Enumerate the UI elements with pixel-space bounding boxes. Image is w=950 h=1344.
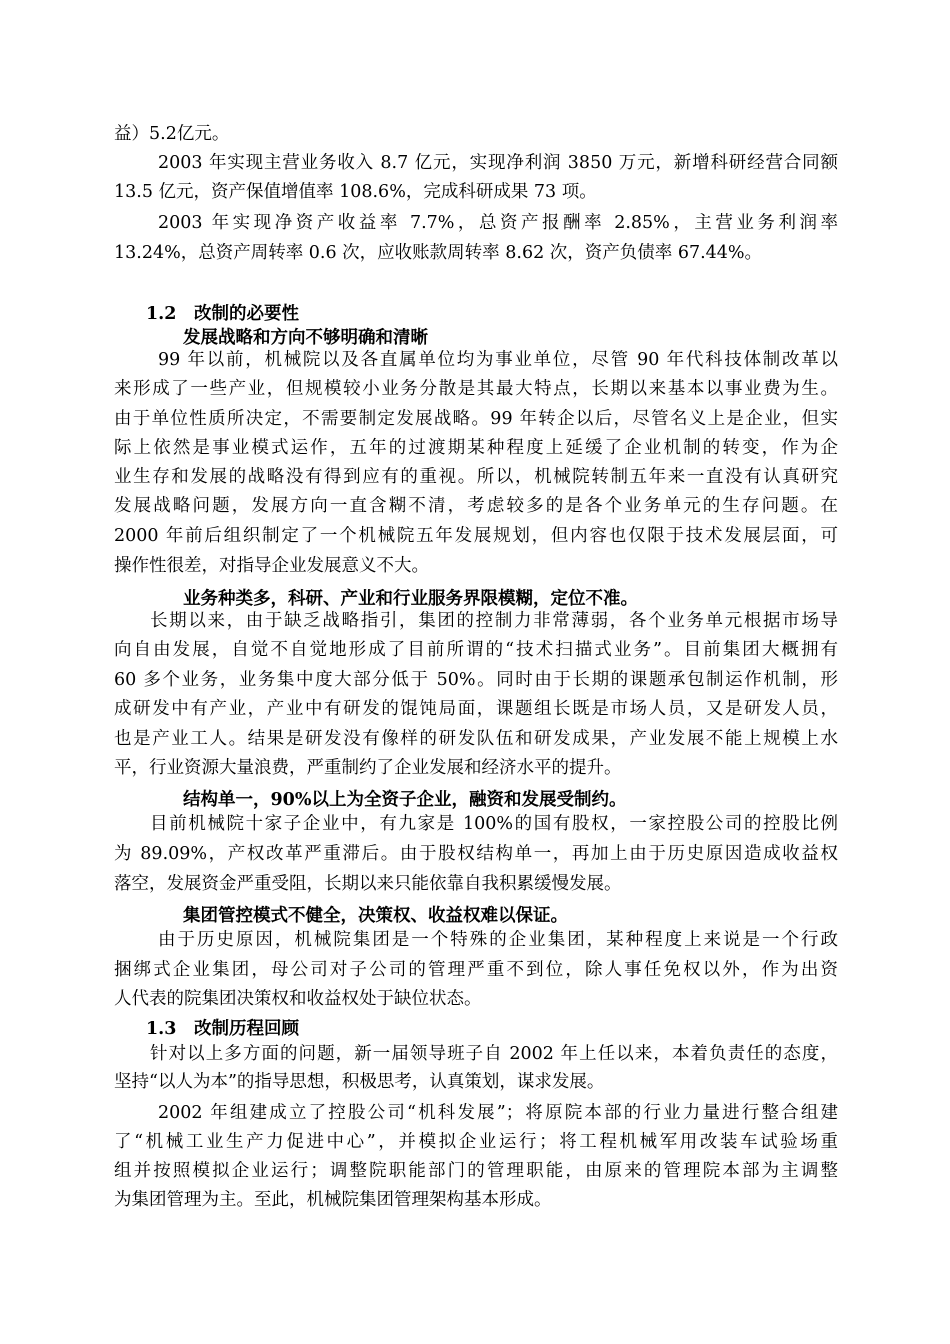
paragraph-line: 99 年以前，机械院以及各直属单位均为事业单位，尽管 90 年代科技体制改革以 [158,350,838,370]
paragraph-line: 2003 年实现净资产收益率 7.7%，总资产报酬率 2.85%，主营业务利润率 [158,213,838,233]
section-heading: 1.3 改制历程回顾 [146,1019,299,1039]
paragraph-line: 为 89.09%，产权改革严重滞后。由于股权结构单一，再加上由于历史原因造成收益权 [114,844,838,864]
paragraph-line: 发展战略问题，发展方向一直含糊不清，考虑较多的是各个业务单元的生存问题。在 [114,496,838,516]
subsection-heading: 发展战略和方向不够明确和清晰 [183,328,428,348]
paragraph-line: 13.24%，总资产周转率 0.6 次，应收账款周转率 8.62 次，资产负债率 67.44%。 [114,243,763,263]
paragraph-line: 人代表的院集团决策权和收益权处于缺位状态。 [114,989,482,1009]
subsection-heading: 业务种类多，科研、产业和行业服务界限模糊，定位不准。 [183,589,638,609]
paragraph-line: 业生存和发展的战略没有得到应有的重视。所以，机械院转制五年来一直没有认真研究 [114,467,838,487]
paragraph-line: 60 多个业务，业务集中度大部分低于 50%。同时由于长期的课题承包制运作机制，形 [114,670,838,690]
paragraph-line: 针对以上多方面的问题，新一届领导班子自 2002 年上任以来，本着负责任的态度， [150,1044,838,1064]
paragraph-line: 13.5 亿元，资产保值增值率 108.6%，完成科研成果 73 项。 [114,182,597,202]
paragraph-line: 成研发中有产业，产业中有研发的馄饨局面，课题组长既是市场人员，又是研发人员， [114,699,838,719]
paragraph-line: 由于历史原因，机械院集团是一个特殊的企业集团，某种程度上来说是一个行政 [158,930,838,950]
paragraph-line: 操作性很差，对指导企业发展意义不大。 [114,556,429,576]
paragraph-line: 益）5.2亿元。 [114,124,230,144]
paragraph-line: 捆绑式企业集团，母公司对子公司的管理严重不到位，除人事任免权以外，作为出资 [114,960,838,980]
paragraph-line: 2000 年前后组织制定了一个机械院五年发展规划，但内容也仅限于技术发展层面，可 [114,526,838,546]
subsection-heading: 结构单一，90%以上为全资子企业，融资和发展受制约。 [183,790,627,810]
paragraph-line: 长期以来，由于缺乏战略指引，集团的控制力非常薄弱，各个业务单元根据市场导 [150,611,838,631]
paragraph-line: 2002 年组建成立了控股公司“机科发展”；将原院本部的行业力量进行整合组建 [158,1103,838,1123]
section-heading: 1.2 改制的必要性 [146,304,299,324]
paragraph-line: 2003 年实现主营业务收入 8.7 亿元，实现净利润 3850 万元，新增科研经营合同额 [158,153,838,173]
paragraph-line: 来形成了一些产业，但规模较小业务分散是其最大特点，长期以来基本以事业费为生。 [114,379,838,399]
paragraph-line: 为集团管理为主。至此，机械院集团管理架构基本形成。 [114,1190,552,1210]
paragraph-line: 了“机械工业生产力促进中心”，并模拟企业运行；将工程机械军用改装车试验场重 [114,1132,838,1152]
paragraph-line: 向自由发展，自觉不自觉地形成了目前所谓的“技术扫描式业务”。目前集团大概拥有 [114,640,838,660]
subsection-heading: 集团管控模式不健全，决策权、收益权难以保证。 [183,906,568,926]
paragraph-line: 落空，发展资金严重受阻，长期以来只能依靠自我积累缓慢发展。 [114,874,622,894]
paragraph-line: 际上依然是事业模式运作，五年的过渡期某种程度上延缓了企业机制的转变，作为企 [114,438,838,458]
paragraph-line: 也是产业工人。结果是研发没有像样的研发队伍和研发成果，产业发展不能上规模上水 [114,729,838,749]
paragraph-line: 平，行业资源大量浪费，严重制约了企业发展和经济水平的提升。 [114,758,622,778]
paragraph-line: 坚持“以人为本”的指导思想，积极思考，认真策划，谋求发展。 [114,1072,605,1092]
paragraph-line: 目前机械院十家子企业中，有九家是 100%的国有股权，一家控股公司的控股比例 [150,814,838,834]
paragraph-line: 组并按照模拟企业运行；调整院职能部门的管理职能，由原来的管理院本部为主调整 [114,1161,838,1181]
paragraph-line: 由于单位性质所决定，不需要制定发展战略。99 年转企以后，尽管名义上是企业，但实 [114,409,838,429]
